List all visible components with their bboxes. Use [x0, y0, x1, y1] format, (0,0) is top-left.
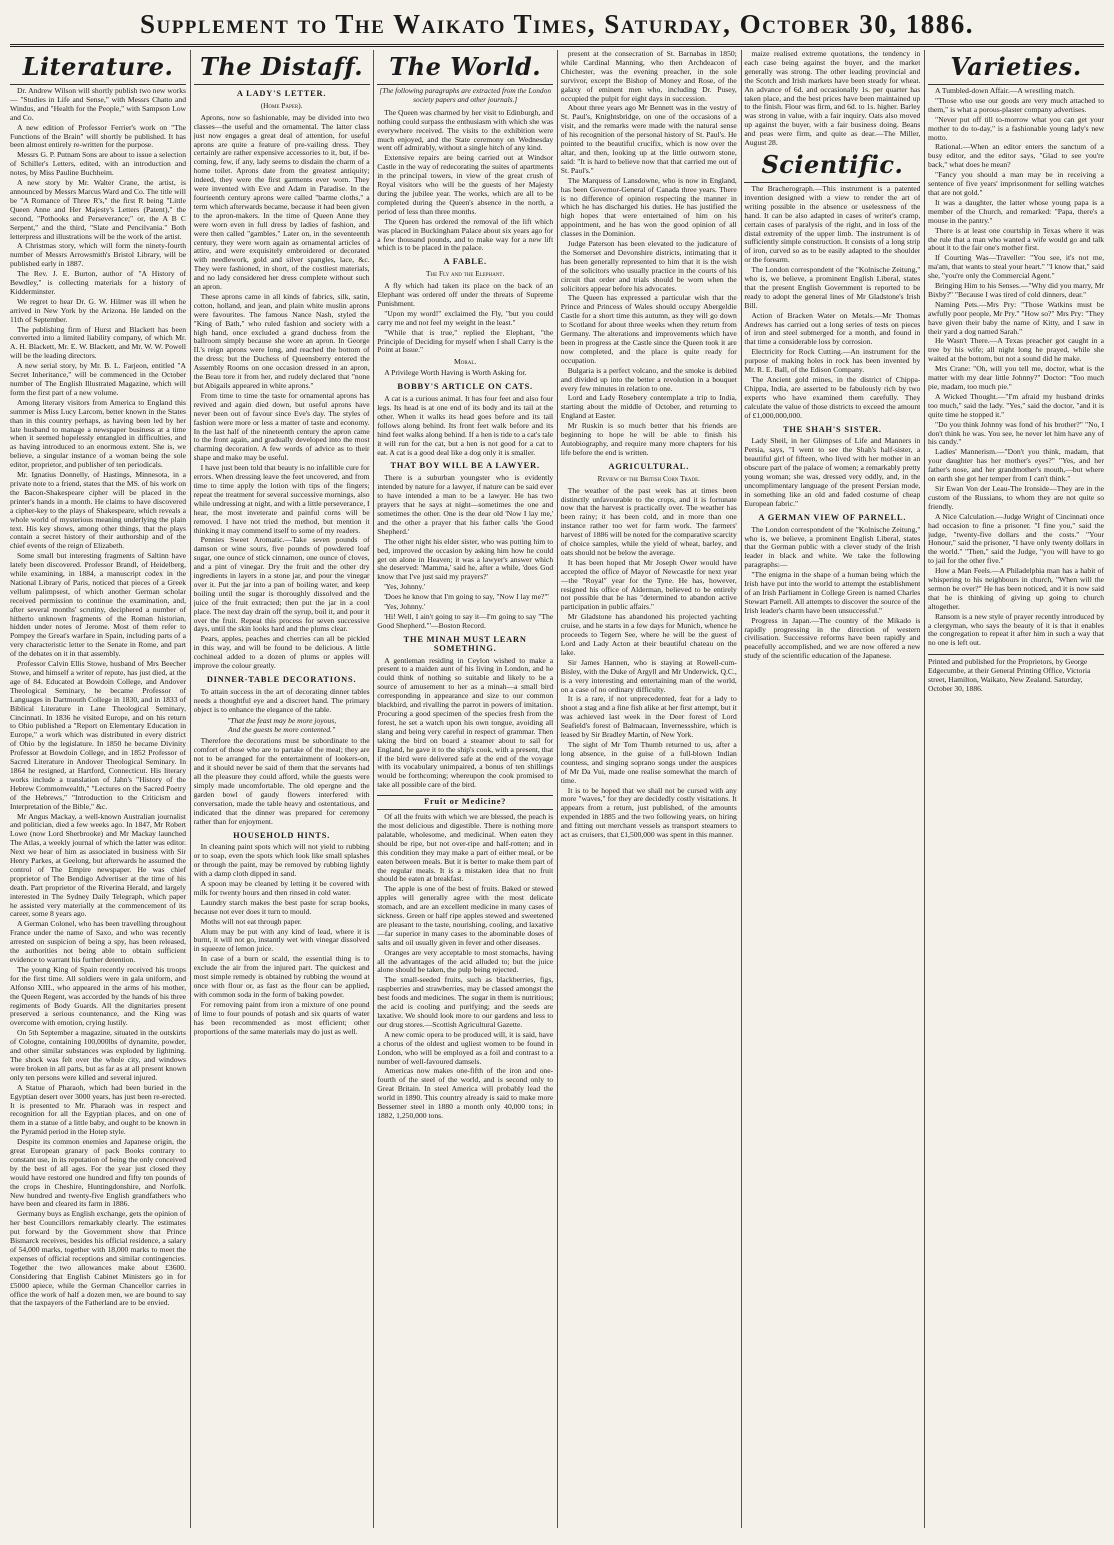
paragraph: 'Yes, Johnny.': [384, 582, 426, 592]
paragraph: The weather of the past week has at times been distinctly unfavourable to the crops, and it is fortunate now that the harvest is practically over. The weather has been rainy; it has been cold, and in more than one instance rather too wet for farm work. The farmers' harvest of 1886 will be noted for the comparative scarcity of choice samples, while the yield of wheat, barley, and oats should not be below the average.: [560, 485, 737, 557]
column-rule: [373, 50, 374, 1528]
paragraph: "The enigma in the shape of a human being which the Irish have put into the world to attempt the establishment of an Irish Parliament in College Green is named Charles Stewart Parnell. All attempts to discover the source of the Irish leader's charm have been unsuccessful.": [744, 570, 921, 615]
article-heading: BOBBY'S ARTICLE ON CATS.: [397, 382, 533, 392]
paragraph: Oranges are very acceptable to most stomachs, having all the advantages of the acid alluded to; but the juice alone should be taken, the pulp being rejected.: [377, 947, 554, 975]
paragraph: A Christmas story, which will form the ninety-fourth number of Messrs Arrowsmith's Bristol Library, will be published early in 1887.: [10, 241, 186, 269]
paragraph: The small-seeded fruits, such as blackberries, figs, raspberries and strawberries, may be classed amongst the best foods and medicines. The sugar in them is nutritious; the acid is cooling and purifying; and the seeds are laxative. We should look more to our gardens and less to our drug stores.—Scottish Agricultural Gazette.: [377, 975, 554, 1029]
paragraph: Messrs G. P. Putnam Sons are about to issue a selection of Schiller's Letters, edited, with an introduction and notes, by Miss Pauline Buchheim.: [10, 150, 186, 178]
paragraph: Action of Bracken Water on Metals.—Mr Thomas Andrews has carried out a long series of tests on pieces of iron and steel submerged for a month, and found in that time a considerable loss by corrosion.: [744, 310, 921, 347]
paragraph: Mr Ruskin is so much better that his friends are beginning to hope he will be able to finish his Autobiography, and require many more chapters for his life before the end is written.: [560, 421, 737, 457]
paragraph: On 5th September a magazine, situated in the outskirts of Cologne, containing 100,000lbs of dynamite, powder, and other similar substances was exploded by lightning. The shock was felt over the whole city, and windows were broken in all parts, but as far as at all present known only ten persons were killed and several injured.: [10, 1028, 186, 1082]
paragraph: The apple is one of the best of fruits. Baked or stewed apples will generally agree with the most delicate stomach, and are an excellent medicine in many cases of sickness. Green or half ripe apples stewed and sweetened are pleasant to the taste, nourishing, cooling, and laxative—far superior in many cases to the abominable doses of salts and oil usually given in fever and other diseases.: [377, 884, 554, 947]
paragraph: Ransom is a new style of prayer recently introduced by a clergyman, who says the beauty of it is that it enables the congregation to repeat it after him in such a way that no one is left out.: [928, 611, 1104, 648]
paragraph: The Bracherograph.—This instrument is a patented invention designed with a view to render the art of writing possible in the absence or uselessness of the hand. It can be also adapted in cases of writer's cramp, certain cases of paralysis of the right, and in loss of the distal extremity of the upper limb. The instrument is of sufficiently simple construction. It consists of a long strip of iron, curved so as to be easily adapted to the shoulder or the forearm.: [744, 183, 921, 265]
paragraph: To attain success in the art of decorating dinner tables needs a thoughtful eye and a discreet hand. The primary object is to enhance the elegance of the table.: [193, 686, 370, 714]
column-rule: [741, 50, 742, 1528]
paragraph: A new edition of Professor Ferrier's work on "The Functions of the Brain" will shortly be published. It has been almost entirely re-written for the purpose.: [10, 122, 186, 150]
paragraph: 'Yes, Johnny.': [384, 602, 426, 612]
paragraph: Moths will not eat through paper.: [200, 916, 302, 926]
article-heading: THE SHAH'S SISTER.: [782, 424, 882, 434]
paragraph: A fly which had taken its place on the back of an Elephant was ordered off under the threats of Supreme Punishment.: [377, 281, 554, 308]
paragraph: Alum may be put with any kind of lead, where it is burnt, it will not go, instantly wet with vinegar dissolved in squeeze of lemon juice.: [193, 926, 370, 954]
paragraph: "Fancy you should a man may be in receiving a sentence of five years' imprisonment for selling watches that are not gold.": [928, 170, 1104, 197]
article-subheading: The Fly and the Elephant.: [426, 269, 505, 279]
verse-line: "That the feast may be more joyous,: [227, 715, 337, 725]
paragraph: For removing paint from iron a mixture of one pound of lime to four pounds of potash and six quarts of water has been recommended as most efficient; other proportions of the same materials may do just as well.: [193, 999, 370, 1036]
paragraph: A new comic opera to be produced will, it is said, have a chorus of the oldest and ugliest women to be found in London, who will be employed as a foil and contrast to a number of well-favoured damsels.: [377, 1029, 554, 1066]
paragraph: How a Man Feels.—A Philadelphia man has a habit of whispering to his neighbours in church, "When will the sermon be over?" He has been noticed, and it is now said that he is thinking of giving up going to church altogether.: [928, 566, 1104, 611]
column-1: [10, 50, 186, 1528]
article-heading: A LADY'S LETTER.: [236, 89, 327, 98]
printer-imprint: Printed and published for the Proprietors, by George Edgecumbe, at their General Printing Office, Victoria street, Hamilton, Waikato, New Zealand. Saturday, October 30, 1886.: [928, 654, 1104, 694]
section-heading: Literature.: [10, 52, 186, 85]
paragraph: Electricity for Rock Cutting.—An instrument for the purpose of making holes in rock has been invented by Mr. R. E. Ball, of the Edison Company.: [744, 347, 921, 375]
article-heading: AGRICULTURAL.: [608, 461, 690, 471]
paragraph: "Upon my word!" exclaimed the Fly, "but you could carry me and not feel my weight in the least.": [377, 308, 554, 327]
paragraph: A new serial story, by Mr. B. L. Farjeon, entitled "A Secret Inheritance," will be commenced in the October number of The English Illustrated Magazine, which will form the first part of a new volume.: [10, 361, 186, 397]
paragraph: Progress in Japan.—The country of the Mikado is rapidly progressing in the direction of western civilisation. Successive reforms have been rapidly and peacefully accomplished, and we are now offered a new study of the scientific education of the Japanese.: [744, 615, 921, 661]
article-heading: THAT BOY WILL BE A LAWYER.: [390, 461, 540, 471]
verse: [194, 717, 370, 735]
section-heading: Scientific.: [744, 150, 920, 183]
section-heading: The Distaff.: [194, 52, 370, 85]
paragraph: The Rev. J. E. Burton, author of "A History of Bewdley," is collecting materials for a history of Kidderminster.: [10, 269, 186, 296]
article-heading: THE MINAH MUST LEARN SOMETHING.: [403, 634, 527, 653]
column-rule: [190, 50, 191, 1528]
column-4: [561, 50, 737, 1528]
paragraph: present at the consecration of St. Barnabas in 1850; while Cardinal Manning, who then Archdeacon of Chichester, was the evening preacher, in the sole survivor, except the Bishop of Money and Rose, of the galaxy of eminent men who, including Dr. Pusey, occupied the pulpit for eight days in succession.: [560, 50, 737, 103]
paragraph: The young King of Spain recently received his troops for the first time. All soldiers were in gala uniform, and Alfonso XIII., who appeared in the arms of his mother, the Queen Regent, was accorded by the hands of his three regiments of Body Guards. All the dignitaries present preserved a serious countenance, and the King was overcome with emotion, crying lustily.: [10, 964, 186, 1028]
paragraph: Bulgaria is a perfect volcano, and the smoke is debited and divided up into the better a revolution in a bouquet every few minutes in relation to one.: [560, 365, 737, 393]
paragraph: A spoon may be cleaned by letting it be covered with milk for twenty hours and then rinsed in cold water.: [193, 879, 370, 897]
paragraph: Sir Ewan Von der Leau-The Ironside—They are in the custom of the Russians, to whom they are not quite so friendly.: [928, 483, 1104, 511]
article-heading-boxed: Fruit or Medicine?: [377, 795, 553, 810]
moral-heading: Moral.: [454, 357, 477, 367]
paragraph: Germany buys as English exchange, gets the opinion of her best Councillors remarkably clearly. The estimates put forward by the Government show that Prince Bismarck receives, besides his official residence, a salary of 54,000 marks, together with 18,000 marks to meet the expenses of official receptions and similar contingencies. Together the two allowances make about £3600. Considering that English Cabinet Ministers go in for £5000 apiece, while the German Chancellor carries in office the work of half a dozen men, we are bound to say that the taxpayers of the Fatherland are to be envied.: [10, 1209, 186, 1308]
paragraph: These aprons came in all kinds of fabrics, silk, satin, cotton, holland, and jean, and plain white muslin aprons were favourites. The famous Nance Nash, styled the "King of Bath," who ruled fashion and society with a high hand, once excluded a grand duchess from the ballroom simply because she wore an apron. In George II.'s reign aprons were long, and reached the bottom of the dress; but the Duchess of Queensberry entered the Assembly Rooms on one occasion dressed in an apron, the Beau tore it from her, and rudely declared that "none but Abigails appeared in white aprons.": [193, 291, 370, 390]
paragraph: I have just been told that beauty is no infallible cure for errors. When dressing leave the feet uncovered, and from time to time apply the lotion with tips of the fingers; repeat the treatment for several successive mornings, also while undressing at night, and with a little perseverance, I hear, the most inveterate and painful corns will be removed. I have not tried the method, but mention it thinking it may commend itself to some of my readers.: [193, 463, 370, 535]
paragraph: The Queen has expressed a particular wish that the Prince and Princess of Wales should occupy Abergeldie Castle for a short time this autumn, as they will go down to Scotland for about three weeks when they return from Germany. The alterations and improvements which have been in progress at the Castle since the Queen took it are now completed, and the place is quite ready for occupation.: [560, 293, 737, 365]
paragraph: There is a suburban youngster who is evidently intended by nature for a lawyer, if nature can be said ever to have intended a man to be a lawyer. He has two prayers that he says at night—sometimes the one and sometimes the other. One is the dear old 'Now I lay me,' and the other a prayer that his father calls 'the Good Shepherd.': [377, 473, 554, 536]
section-heading: The World.: [377, 52, 553, 85]
paragraph: We regret to hear Dr. G. W. Hilmer was ill when he arrived in New York by the Arizona. He landed on the 11th of September.: [10, 296, 186, 324]
article-heading: A FABLE.: [443, 257, 487, 267]
paragraph: The London correspondent of the "Kolnische Zeitung," who is, we believe, a prominent English Liberal, states that the present English Government is reported to be ready to adopt the general lines of Mr Gladstone's Irish Bill.: [744, 265, 921, 310]
paragraph: "While that is true," replied the Elephant, "the Principle of Deciding for myself when I shall Carry is the Point at Issue.": [377, 327, 554, 355]
paragraph: A new story by Mr. Walter Crane, the artist, is announced by Messrs Marcus Ward and Co. The title will be "A Romance of Three R's," the first R being "Little Queen Anne and Her Majesty's Letters (Patent)," the second, "Pothooks and Perseverance;" or, the A B C Serpent," and the third, "Slate and Pencilvania." Both letterpress and illustrations will be the work of the artist.: [10, 178, 186, 241]
paragraph: The publishing firm of Hurst and Blackett has been converted into a limited liability company, of which Mr. A. H. Blackett, Mr. E. W. Blackett, and Mr. W. W. Powell will be the leading directors.: [10, 324, 186, 361]
paragraph: Naming Pets.—Mrs Pry: "Those Watkins must be awfully poor people, Mr Pry." "How so?" Mrs Pry: "They have given their baby the name of Kitty, and I saw in their yard a dog named Sarah.": [928, 299, 1104, 336]
article-heading: DINNER-TABLE DECORATIONS.: [206, 675, 357, 684]
paragraph: In case of a burn or scald, the essential thing is to exclude the air from the injured part. The quickest and most simple remedy is obtained by rubbing the wound at once with flour or, as fast as the flour can be applied, with common soda in the form of baking powder.: [193, 954, 370, 999]
paragraph: The Ancient gold mines, in the district of Chippa-Chippa, India, are asserted to be fabulously rich by two experts who have examined them carefully. They calculate the value of those districts to exceed the amount of £1,000,000,000.: [744, 375, 921, 420]
paragraph: 'Does he know that I'm going to say, "Now I lay me?"': [384, 592, 549, 602]
column-rule: [557, 50, 558, 1528]
paragraph: Professor Calvin Ellis Stowe, husband of Mrs Beecher Stowe, and himself a writer of repute, has just died, at the age of 84. Educated at Bowdoin College, and Andover Theological Seminary, he became Professor of Languages in Dartmouth College in 1830, and in 1833 of Biblical Literature in Lane Theological Seminary, Cincinnati. In 1836 he visited Europe, and on his return to Ohio published a "Report on Elementary Education in Europe," a work which was distributed in every district of Ohio by the legislature. In 1850 he became Divinity Professor at Bowdoin College, and in 1852 Professor of Sacred Literature in Andover Theological Seminary. In 1864 he resigned, at Hartford, Connecticut. His literary works include a translation of Jahn's "History of the Hebrew Commonwealth," "Lectures on the Sacred Poetry of the Hebrews," "Introduction to the Criticism and Interpretation of the Bible," &c.: [10, 659, 186, 811]
paragraph: Dr. Andrew Wilson will shortly publish two new works — "Studies in Life and Sense," with Messrs Chatto and Windus, and "Health for the People," with Sampson Low and Co.: [10, 86, 186, 122]
paragraph: There is at least one courtship in Texas where it was the rule that a man who wanted a wife would go and talk about it to the fair one's mother first.: [928, 225, 1104, 253]
paragraph: "Never put off till to-morrow what you can get your mother to do to-day," is a fashionable young lady's new motto.: [928, 114, 1104, 142]
paragraph: A gentleman residing in Ceylon wished to make a present to a maiden aunt of his living in London, and he could think of nothing so suitable and likely to be a source of amusement to her as a minah—a small bird corresponding in appearance and size to our common blackbird, and rivalling the parrot in powers of imitation. Procuring a good specimen of the species fresh from the forest, he set a watch upon his own tongue, avoiding all slang and being very careful in respect of grammar. Then taking the bird on board a steamer about to sail for England, he gave it to the ship's cook, with a present, that if the bird were delivered safe at the end of the voyage with its vocabulary unimpaired, a bonus of ten shillings would be forthcoming; whereupon the cook promised to take all possible care of the bird.: [377, 655, 554, 790]
paragraph: Mr Gladstone has abandoned his projected yachting cruise, and he starts in a few days for Munich, whence he proceeds to Tegern See, where he will be the guest of Lord and Lady Acton at their beautiful chateau on the lake.: [560, 612, 737, 657]
paragraph: The London correspondent of the "Kolnische Zeitung," who is, we believe, a prominent English Liberal, states that the German public with a clever study of the Irish leader in black and white. We take the following paragraphs:—: [744, 524, 921, 570]
paragraph: It has been hoped that Mr Joseph Ower would have accepted the office of Mayor of Newcastle for next year—the "Royal" year for the Tyne. He has, however, resigned his office of Alderman, believed to be entirely not possible that he has "determined to abandon active participation in public affairs.": [560, 557, 737, 612]
paragraph: The Marquess of Lansdowne, who is now in England, has been Governor-General of Canada three years. There is no difference of opinion respecting the manner in which he has discharged his duties. He has justified the high hopes that were entertained of him on his appointment, and he has won the good opinion of all classes in the Dominion.: [560, 175, 737, 239]
paragraph: Pennies Sweet Aromatic.—Take seven pounds of damson or wine sours, five pounds of powdered loaf sugar, one ounce of stick cinnamon, one ounce of cloves, and a pint of vinegar. Dry the fruit and the other dry ingredients in layers in a stone jar, and pour the vinegar over it. Put the jar into a pan of boiling water, and keep boiling until the sugar is thoroughly dissolved and the juice of the fruit extracted; then put the jar in a cool place. The next day drain off the syrup, boil it, and pour it over the fruit. Repeat this process for seven successive days, until the skin looks hard and the plums clear.: [193, 535, 370, 634]
paragraph: About three years ago Mr Bennett was in the vestry of St. Paul's, Knightsbridge, on one of the occasions of a visit, and the remarks were made with the natural sense of his recognition of the personal history of St. Paul's. He pointed to the beautiful crucifix, which is now over the altar, and then, looking up at the little outworn stone, said: "It is hard to believe now that that carried me out of St. Paul's.": [560, 103, 737, 175]
paragraph: A Privilege Worth Having is Worth Asking for.: [384, 368, 527, 378]
paragraph: Lord and Lady Rosebery contemplate a trip to India, starting about the middle of October, and returning to England at Easter.: [560, 393, 737, 421]
paragraph: A Tumbled-down Affair.—A wrestling match.: [935, 86, 1075, 95]
paragraph: Mr. Ignatius Donnelly, of Hastings, Minnesota, in a private note to a friend, states that the MS. of his work on the Bacon-Shakespeare cipher will be placed in the printer's hands in a month. He claims to have discovered a cipher-key to the plays of Shakespeare, which reveals a whole world of mysterious meaning underlying the plain text. His key shows, among other things, that the plays contain a secret history of their authorship and of the chief events of the reign of Elizabeth.: [10, 470, 186, 551]
paragraph: Americas now makes one-fifth of the iron and one-fourth of the steel of the world, and is second only to Great Britain. In steel America will probably lead the world in 1890. This country already is said to make more Bessemer steel in 1880 a month only 40,000 tons; in 1882, 1,250,000 tons.: [377, 1066, 554, 1120]
masthead: Supplement to The Waikato Times, Saturday, October 30, 1886.: [10, 6, 1104, 47]
paragraph: If Courting Was—Traveller: "You see, it's not me, ma'am, that wants to steal your heart." "I know that," said she, "you're only the Commercial Agent.": [928, 253, 1104, 281]
verse-line: And the guests be more contented.": [228, 724, 336, 734]
paragraph: He Wasn't There.—A Texas preacher got caught in a tree by his wife; all night long he prayed, while she waited at the bottom, but not a sound did he make.: [928, 336, 1104, 364]
paragraph: It is to be hoped that we shall not be cursed with any more "waves," for they are decidedly costly visitations. It appears from a return, just published, of the amounts expended in 1885 and the two following years, on hiring and fitting out merchant vessels as transport steamers to act as cruisers, that £1,500,000 was spent in this manner.: [560, 785, 737, 840]
paragraph: Mr Angus Mackay, a well-known Australian journalist and politician, died a few weeks ago. In 1847, Mr Robert Lowe (now Lord Sherbrooke) and Mr Mackay launched The Atlas, a weekly journal of which the latter was editor. Next we hear of him as associated in business with Sir Henry Parkes, at Geelong, but afterwards he assumed the control of The Empire newspaper. He was chief proprietor of The Bendigo Advertiser at the time of his death. Part proprietor of the Riverina Herald, and largely interested in The Sydney Daily Telegraph, which paper he assisted very materially at the commencement of its career, some 8 years ago.: [10, 811, 186, 919]
paragraph: A German Colonel, who has been travelling throughout France under the name of Saxo, and who was recently arrested on suspicion of being a spy, has been released, the authorities not being able to obtain sufficient evidence to warrant his further detention.: [10, 919, 186, 964]
paragraph: Pears, apples, peaches and cherries can all be pickled in this way, and will be found to be delicious. A little cochineal added to a dozen of plums or apples will improve the colour greatly.: [193, 634, 370, 671]
paragraph: Laundry starch makes the best paste for scrap books, because not ever does it turn to mould.: [193, 897, 370, 916]
section-heading: Varieties.: [928, 52, 1104, 85]
paragraph: Judge Paterson has been elevated to the judicature of the Somerset and Devonshire districts, intimating that it has been generally represented to him that it is the wish of the solicitors who usually practice in the courts of his circuit that order and trials should be worn when the solicitors appear before his advocates.: [560, 239, 737, 293]
paragraph: Among literary visitors from America to England this summer is Miss Lucy Larcom, better known in the States than in this country perhaps, as having been led by her late husband to manage a newspaper business at a time when it seemed hopelessly entangled in difficulties, and as having introduced to an enormous extent. She is, we believe, a singular instance of a woman being the sole editor, proprietor, and publisher of ten periodicals.: [10, 397, 186, 470]
paragraph: The Queen has ordered the removal of the lift which was placed in Buckingham Palace about six years ago for a few thousand pounds, and to make way for a new lift which is to be placed in the palace.: [377, 216, 554, 253]
paragraph: Extensive repairs are being carried out at Windsor Castle in the way of redecorating the suites of apartments in the principal towers, in view of the great crush of Royal visitors who will be the guests of her Majesty during the jubilee year. The works, which are all to be completed during the Queen's absence in the north, a period of less than three months.: [377, 153, 554, 216]
paragraph: Bringing Him to his Senses.—"Why did you marry, Mr Bixby?" "Because I was tired of cold dinners, dear.": [928, 281, 1104, 299]
paragraph: 'Hi! Well, I ain't going to say it—I'm going to say "The Good Shepherd."'—Boston Record.: [377, 611, 554, 630]
paragraph: Of all the fruits with which we are blessed, the peach is the most delicious and digestible. There is nothing more palatable, wholesome, and medicinal. When eaten they should be ripe, but not over-ripe and half-rotten; and in this condition they may make a part of either meal, or be eaten between meals. But it is better to make them part of the regular meals. It is a mistaken idea that no fruit should be eaten at breakfast.: [377, 812, 554, 884]
paragraph: A Wicked Thought.—"I'm afraid my husband drinks too much," said the lady. "Yes," said the doctor, "and it is quite time he stopped it.": [928, 391, 1104, 419]
paragraph: Despite its common enemies and Japanese origin, the great European granary of pack Books contrary to constant use, in its reputation of being the only conceived by the best of all ages. For the year just closed they would have restored one hundred and fifty ten pounds of the crops in Cheshire, Huntingdonshire, and Norfolk. New hundred and twenty-five English grandfathers who have been and cleared its farm in 1886.: [10, 1137, 186, 1209]
paragraph: Some small but interesting fragments of Saltinn have lately been discovered. Professor Brandl, of Heidelberg, while examining, in 1884, a manuscript codex in the National Library of Paris, noticed that pieces of a Greek vellum palimpsest, of which another German scholar received permission to continue the examination, and, after several months' scrutiny, deciphered a number of hitherto unknown fragments of the Roman historian, hidden under notes of Jerome. Most of them refer to Pompey the Great's warfare in Spain, including parts of a very characteristic letter to the Senate in Rome, and part of the debates on it in that assembly.: [10, 551, 186, 659]
paragraph: It was a daughter, the latter whose young papa is a member of the Church, and remarked: "Papa, there's a mouse in the pantry.": [928, 197, 1104, 225]
column-rule: [924, 50, 925, 1528]
paragraph: Aprons, now so fashionable, may be divided into two classes—the useful and the ornamental. The latter class just now engages a great deal of attention, for useful aprons are quite a feature of pre-vailing dress. They certainly are rather expensive accessories to it, but, if be-coming, few, if any, lady seems to disdain the charm of a home toilet. Aprons date from the greatest antiquity; indeed, they were the first garments ever worn. They were invented with Eve and Adam in Paradise. In the fourteenth century aprons were called "barme cloths," a term which afterwards became, because it had been given to the apron-makers. In the time of Queen Anne they were worn even in full dress by ladies of fashion, and were then called "gambles." Later on, in the seventeenth century, they were worn again as ornamental articles of attire, and were exquisitely embroidered or decorated with needlework, gold and silver spangles, lace, &c. They were fashioned, in short, of the costliest materials, and no lady considered her dress complete without such an apron.: [193, 112, 370, 292]
paragraph: A Statue of Pharaoh, which had been buried in the Egyptian desert over 3000 years, has just been re-erected. It is presented to Mr. Pharaoh was in respect and recognition for all the Egyptian places, and on one of them in a statue of a little baby, and ought to be known in the Pyramid period in the Hotep style.: [10, 1082, 186, 1137]
column-6: [928, 50, 1104, 1528]
columns: [10, 50, 1104, 1528]
paragraph: From time to time the taste for ornamental aprons has revived and again died down, but useful aprons have never been out of favour since Eve's day. The styles of fashion were more or less a matter of taste and economy. In the last half of the nineteenth century the apron came to the front again, and gradually developed into the most charming decoration. A few words of advice as to their shape and make may be useful.: [193, 390, 370, 463]
paragraph: Therefore the decorations must be subordinate to the comfort of those who are to partake of the meal; they are not to be arranged for the entertainment of lookers-on, and it should never be said of them that the servants had all the pleasure they could afford, while the guests were simply made uncomfortable. The old epergne and the garden bowl of gaudy flowers interfered with conversation, made the table heavy and ostentatious, and indicated that the dinner was prepared for ceremony rather than for enjoyment.: [193, 736, 370, 826]
paragraph: Rational.—When an editor enters the sanctum of a busy editor, and the editor says, "Glad to see you're back," what does he mean?: [928, 142, 1104, 170]
article-heading: A GERMAN VIEW OF PARNELL.: [758, 512, 907, 522]
paragraph: Lady Sheil, in her Glimpses of Life and Manners in Persia, says, "I went to see the Shah's half-sister, a beautiful girl of fifteen, who lived with her mother in an obscure part of the palace of women; a remarkably pretty young woman; she was, dressed very oddly, and, in the uncomplimentary language of the present Persian mode, in something like an old and faded costume of cheap European fabric.": [744, 436, 921, 508]
paragraph: Mrs Crane: "Oh, will you tell me, doctor, what is the matter with my dear little Johnny?" Doctor: "Too much pie, madam, too much pie.": [928, 364, 1104, 391]
paragraph: Sir James Hannen, who is staying at Rowell-cum-Bisley, with the Duke of Argyll and Mr Underwick, Q.C., is a very interesting and entertaining man of the world, on a case of no ordinary difficulty.: [560, 657, 737, 694]
paragraph: A cat is a curious animal. It has four feet and also four legs. Its head is at one end of its body and its tail at the other. When it walks its head goes before and its tail follows along behind. Its front feet walk before and its hind feet walks along behind. If a hen is tide to a cat's tale it will run for the cat, but a hen is not good for a cat to eat. A cat is a good deal like a dog only it is smaller.: [377, 394, 554, 457]
article-subheading: Review of the British Corn Trade.: [597, 473, 700, 483]
paragraph: In cleaning paint spots which will not yield to rubbing or to soap, even the spots which look like small splashes or through the paint, may be removed by rubbing lightly with a damp cloth dipped in sand.: [193, 842, 370, 879]
paragraph: "Do you think Johnny was fond of his brother?" "No, I don't think he was. You see, he never let him have any of his candy.": [928, 419, 1104, 447]
column-5: [744, 50, 920, 1528]
paragraph: The sight of Mr Tom Thumb returned to us, after a long absence, in the guise of a full-blown Indian countess, and singing soprano songs under the auspices of Mr Da Vui, made one realise somewhat the march of time.: [560, 739, 737, 785]
article-heading: HOUSEHOLD HINTS.: [233, 830, 331, 840]
column-2: [194, 50, 370, 1528]
newspaper-page: [10, 6, 1104, 1531]
paragraph: It is a rare, if not unprecedented, feat for a lady to shoot a stag and a fine fish alike at her first attempt, but it was achieved last week in the Deer forest of Lord Seafield's forest of Balmacaan, Invernessshire, which is leased by Sir Bradley Martin, of New York.: [560, 694, 737, 740]
article-subheading: (Home Paper).: [260, 100, 303, 110]
editor-note: [The following paragraphs are extracted from the London society papers and other journals.]: [379, 86, 552, 104]
paragraph: The Queen was charmed by her visit to Edinburgh, and nothing could surpass the enthusiasm with which she was everywhere received. The visits to the exhibition were much enjoyed, and the State ceremony on Wednesday went off admirably, without a single hitch of any kind.: [377, 107, 554, 153]
paragraph: "Those who use our goods are very much attached to them," is what a porous-plaster company advertises.: [928, 95, 1104, 114]
paragraph: A Nice Calculation.—Judge Wright of Cincinnati once had occasion to fine a prisoner. "I fine you," said the judge, "twenty-five dollars and the costs." "Your Honour," said the prisoner, "I have only twenty dollars in the world." "Then," said the Judge, "you will have to go to jail for the other five.": [928, 511, 1104, 566]
column-3: [377, 50, 553, 1528]
paragraph: maize realised extreme quotations, the tendency in each case being against the buyer, and the market generally was strong. The other leading provincial and the Scotch and Irish markets have been steady for wheat. An advance of 6d. and occasionally 1s. per quarter has taken place, and the best prices have been maintained up to the finish. Flour was firm, and 6d. to 1s. higher. Barley was strong in value, with a fair inquiry. Oats also moved up against the buyer, with a fair business doing. Beans and peas were firm, and quite as dear.—The Miller, August 28.: [744, 50, 921, 148]
paragraph: Ladies' Mannerism.—"Don't you think, madam, that your daughter has her mother's eyes?" "Yes, and her father's nose, and her grandmother's mouth,—but where on earth she got her temper from I can't think.": [928, 447, 1104, 484]
paragraph: The other night his elder sister, who was putting him to bed, improved the occasion by asking him how he could get on alone in Heaven; it was a lawyer's answer which she deserved: 'Mamma,' said he, after a while, 'does God know that I've just said my prayers?': [377, 536, 554, 582]
